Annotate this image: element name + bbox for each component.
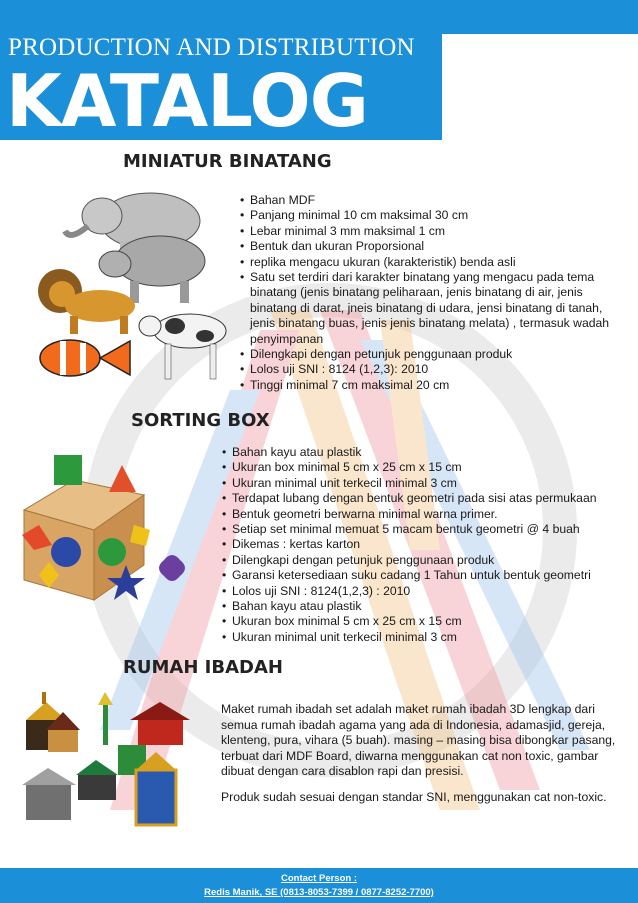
list-item: • Ukuran box minimal 5 cm x 25 cm x 15 cm <box>221 614 621 629</box>
list-item: • Panjang minimal 10 cm maksimal 30 cm <box>239 208 619 223</box>
rumah-description: Maket rumah ibadah set adalah maket rumah ibadah 3D lengkap dari semua rumah ibadah agama yang ada di Indonesia, adamasjid, gereja, klenteng, pura, vihara (5 buah). masing – masing bisa dibongkar pasang, terbuat dari MDF Board, diwarna menggunakan cat non toxic, gambar dibuat dengan cara disablon rapi dan presisi. <box>221 702 616 779</box>
footer-contact <box>0 868 638 903</box>
worship-models-image <box>18 690 218 840</box>
list-item: • Dilengkapi dengan petunjuk penggunaan produk <box>239 347 619 362</box>
animal-figurines-image <box>30 186 230 386</box>
section-title-sorting: SORTING BOX <box>131 410 270 431</box>
sorting-bullet-list <box>221 445 621 645</box>
list-item: • Terdapat lubang dengan bentuk geometri pada sisi atas permukaan <box>221 491 621 506</box>
list-item: • Lolos uji SNI : 8124 (1,2,3): 2010 <box>239 362 619 377</box>
rumah-sni-note: Produk sudah sesuai dengan standar SNI, menggunakan cat non-toxic. <box>221 790 607 804</box>
list-item: • Lolos uji SNI : 8124(1,2,3) : 2010 <box>221 584 621 599</box>
list-item: • Dilengkapi dengan petunjuk penggunaan produk <box>221 553 621 568</box>
list-item: • Ukuran minimal unit terkecil minimal 3 cm <box>221 476 621 491</box>
header-banner <box>0 0 638 143</box>
list-item: • replika mengacu ukuran (karakteristik) benda asli <box>239 255 619 270</box>
list-item: • Bahan kayu atau plastik <box>221 445 621 460</box>
list-item: • Garansi ketersediaan suku cadang 1 Tahun untuk bentuk geometri <box>221 568 621 583</box>
header-title: KATALOG <box>6 59 368 143</box>
list-item: • Satu set terdiri dari karakter binatang yang mengacu pada tema binatang (jenis binatang peliharaan, jenis binatang di air, jenis binatang di darat, jneis binatang di udara, jensi binatang di tanah, jenis binatang buas, jenis jenis binatang melata) , termasuk wadah penyimpanan <box>239 270 619 347</box>
footer-contact-label: Contact Person : <box>280 873 357 884</box>
list-item: • Lebar minimal 3 mm maksimal 1 cm <box>239 224 619 239</box>
list-item: • Ukuran minimal unit terkecil minimal 3 cm <box>221 630 621 645</box>
section-title-miniatur: MINIATUR BINATANG <box>123 151 332 172</box>
footer-contact-detail[interactable]: Redis Manik, SE (0813-8053-7399 / 0877-8252-7700) <box>204 887 434 898</box>
list-item: • Bentuk dan ukuran Proporsional <box>239 239 619 254</box>
list-item: • Bahan kayu atau plastik <box>221 599 621 614</box>
list-item: • Ukuran box minimal 5 cm x 25 cm x 15 cm <box>221 460 621 475</box>
list-item: • Dikemas : kertas karton <box>221 537 621 552</box>
list-item: • Bahan MDF <box>239 193 619 208</box>
section-title-rumah: RUMAH IBADAH <box>123 657 283 678</box>
list-item: • Bentuk geometri berwarna minimal warna primer. <box>221 507 621 522</box>
list-item: • Setiap set minimal memuat 5 macam bentuk geometri @ 4 buah <box>221 522 621 537</box>
list-item: • Tinggi minimal 7 cm maksimal 20 cm <box>239 378 619 393</box>
sorting-box-image <box>14 450 214 610</box>
header-white-box <box>442 34 638 140</box>
miniatur-bullet-list <box>239 193 619 393</box>
header-subtitle: PRODUCTION AND DISTRIBUTION <box>8 34 415 61</box>
